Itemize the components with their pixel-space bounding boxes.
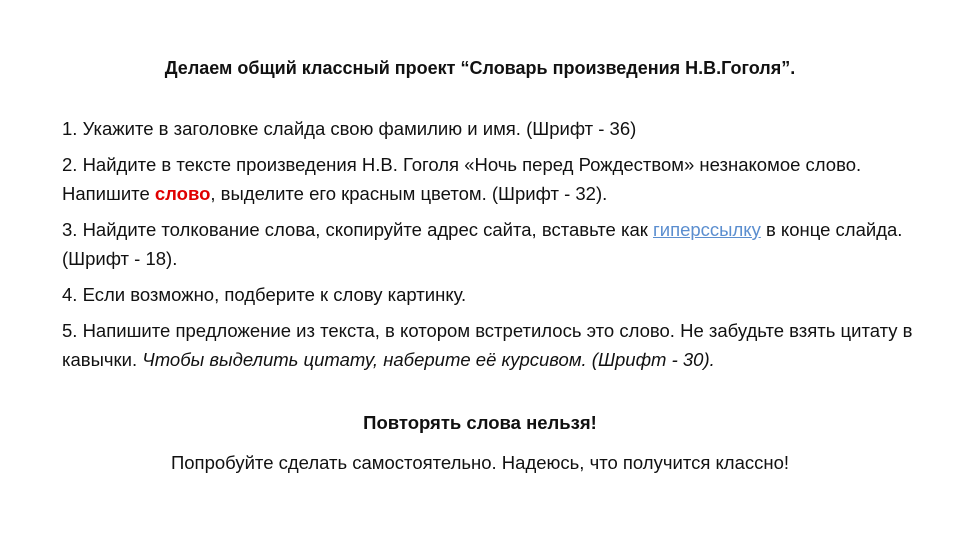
instruction-item-2 bbox=[62, 150, 922, 208]
warning-text: Повторять слова нельзя! bbox=[363, 412, 597, 433]
instruction-item-5 bbox=[62, 316, 922, 374]
instruction-item-4-text: 4. Если возможно, подберите к слову картинку. bbox=[62, 284, 467, 305]
instruction-item-5-italic: Чтобы выделить цитату, наберите её курсивом. (Шрифт - 30). bbox=[142, 349, 715, 370]
instruction-item-5-text-before: 5. Напишите предложение из текста, в котором встретилось это слово. Не забудьте взять цитату в кавычки. bbox=[62, 320, 913, 370]
highlighted-word: слово bbox=[154, 183, 211, 204]
instruction-item-2-text-before: 2. Найдите в тексте произведения Н.В. Гоголя «Ночь перед Рождеством» незнакомое слово. Напишите bbox=[62, 154, 862, 204]
instruction-item-1-text: 1. Укажите в заголовке слайда свою фамилию и имя. (Шрифт - 36) bbox=[62, 118, 637, 139]
closing-text: Попробуйте сделать самостоятельно. Надеюсь, что получится классно! bbox=[170, 452, 790, 473]
instruction-item-3-text-before: 3. Найдите толкование слова, скопируйте адрес сайта, вставьте как bbox=[62, 219, 653, 240]
instruction-item-4 bbox=[62, 280, 922, 309]
slide-title: Делаем общий классный проект “Словарь произведения Н.В.Гоголя”. bbox=[164, 58, 796, 78]
instruction-item-1 bbox=[62, 114, 922, 143]
hyperlink[interactable]: гиперссылку bbox=[653, 219, 761, 240]
instruction-item-2-text-after: , выделите его красным цветом. (Шрифт - 32). bbox=[210, 183, 608, 204]
instruction-item-3 bbox=[62, 215, 922, 273]
instruction-item-3-text-after: в конце слайда. (Шрифт - 18). bbox=[62, 219, 903, 269]
instruction-list bbox=[62, 114, 922, 381]
